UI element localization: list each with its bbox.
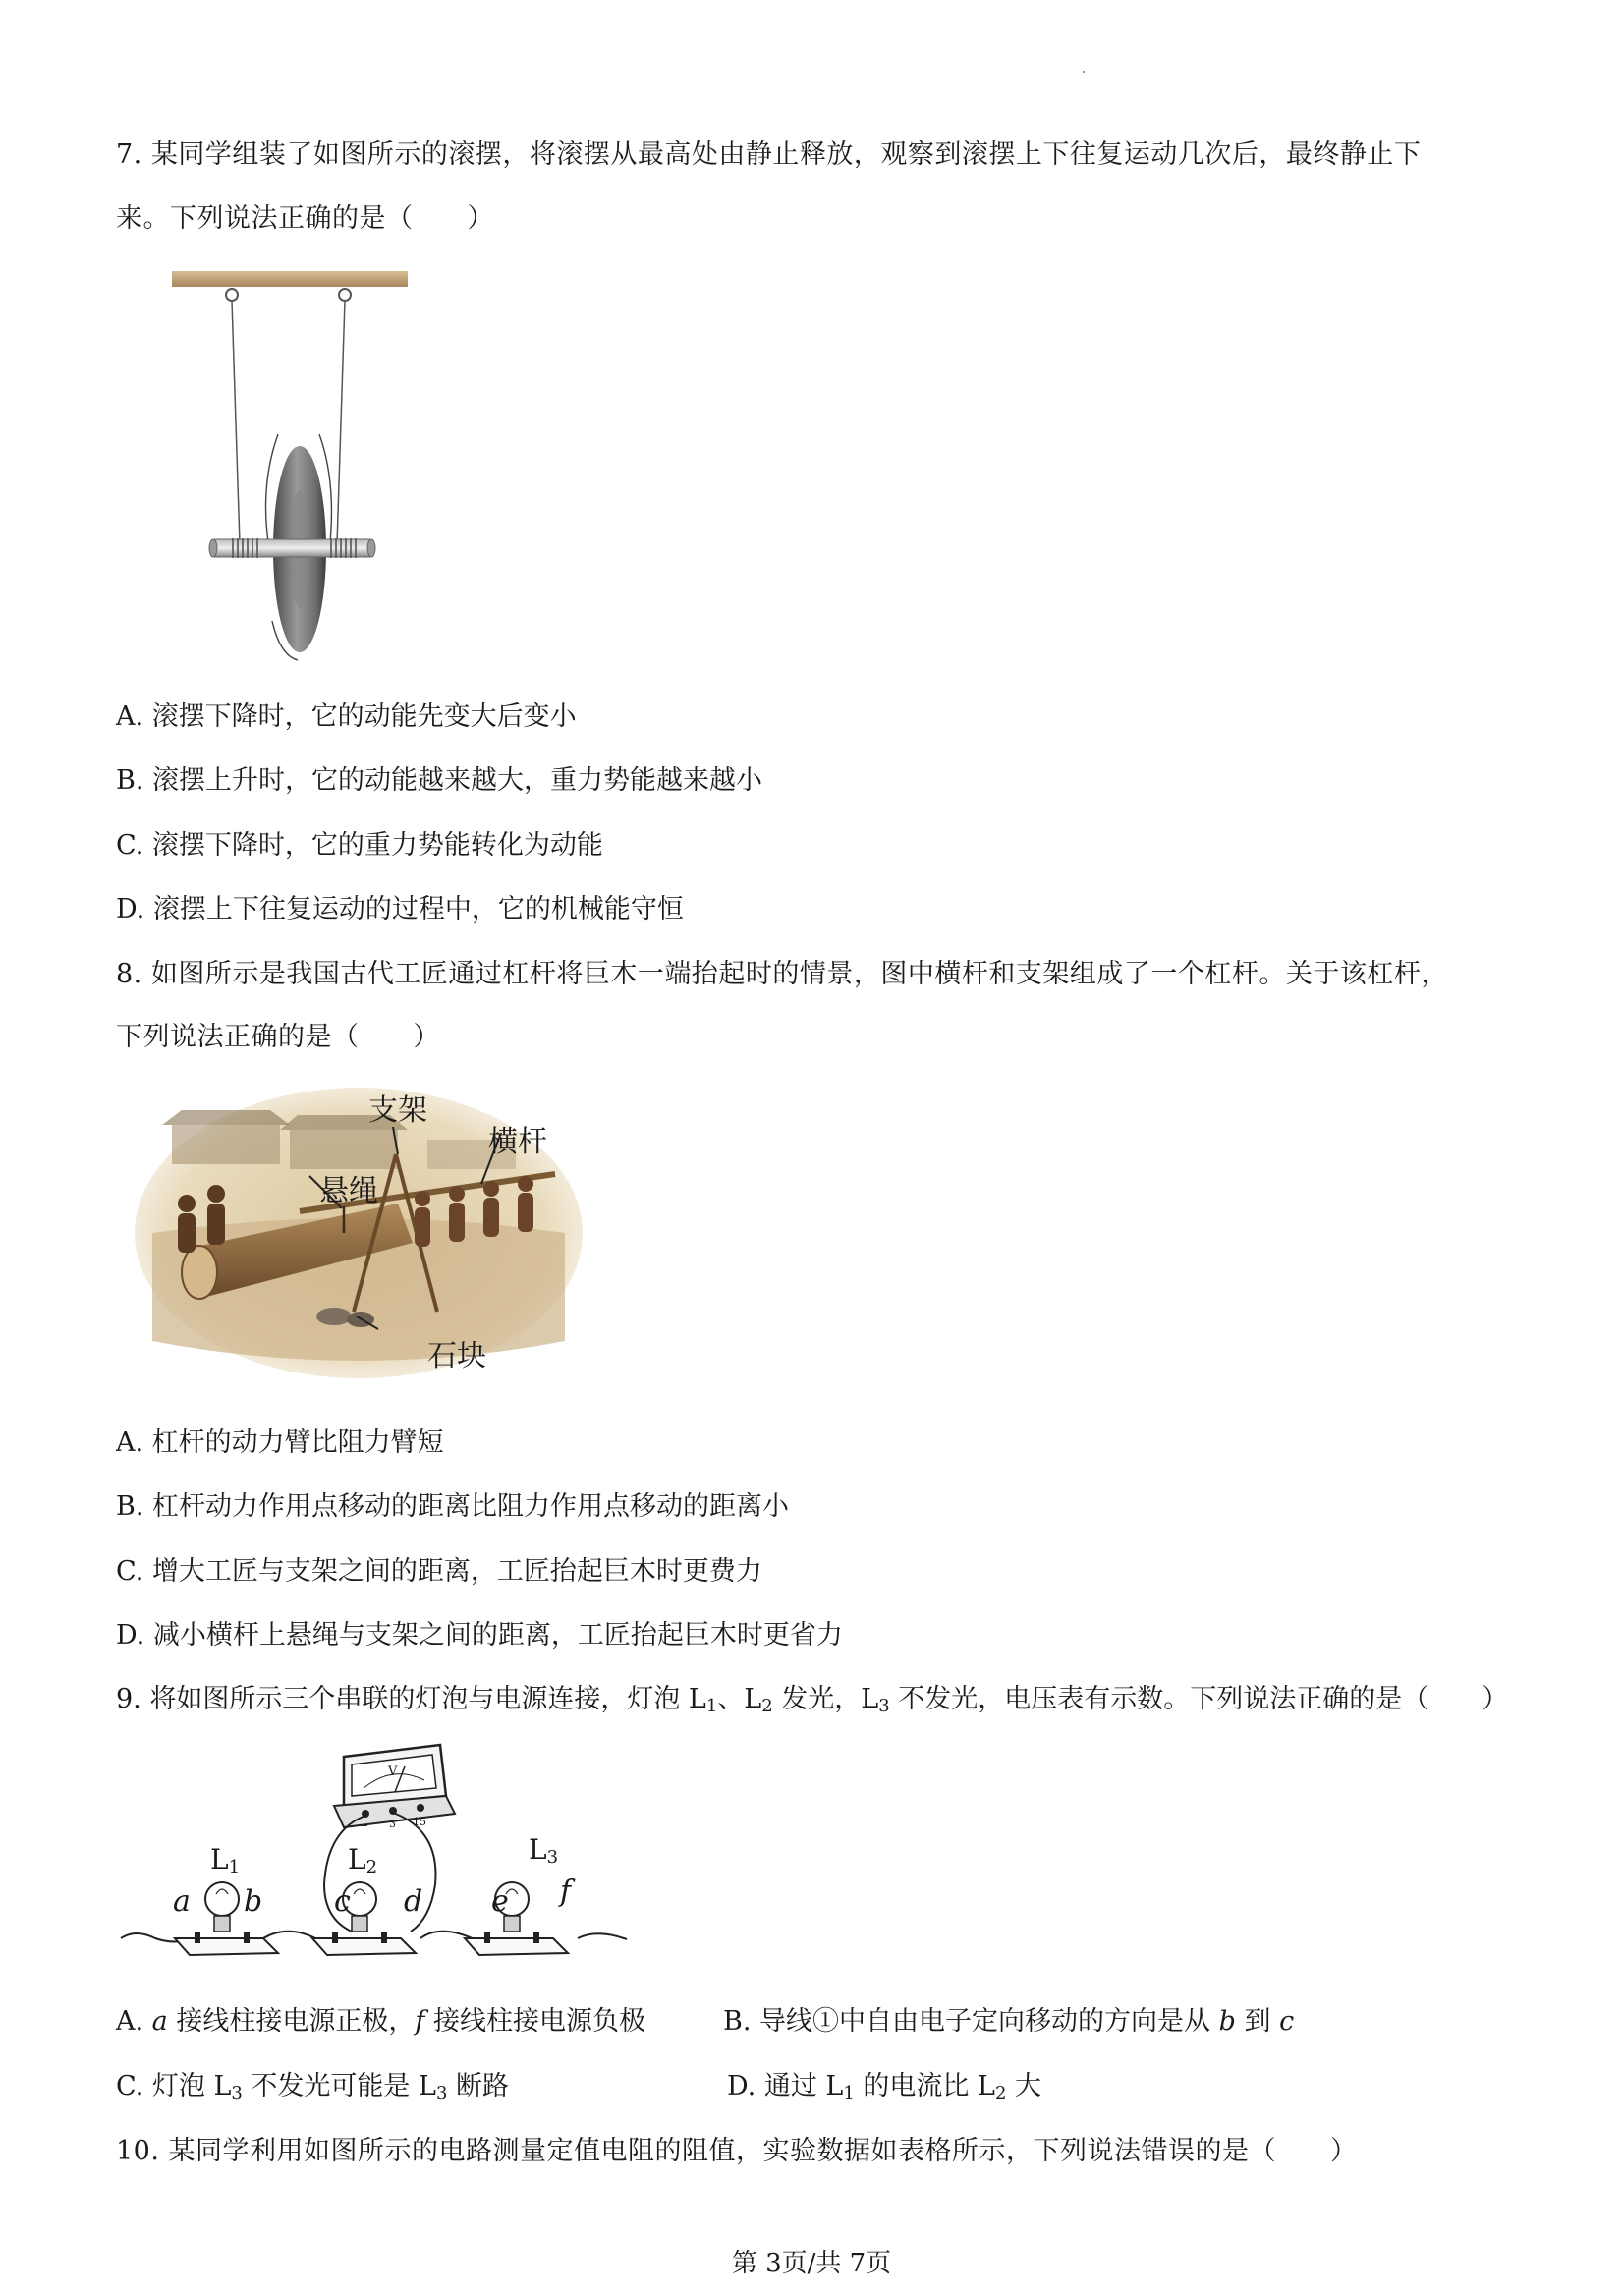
terminal-label-e: e — [491, 1884, 509, 1919]
q8-option-b: B. 杠杆动力作用点移动的距离比阻力作用点移动的距离小 — [116, 1491, 790, 1522]
q9-option-b: B. 导线①中自由电子定向移动的方向是从 b 到 c — [723, 2006, 1295, 2037]
series-circuit-figure — [116, 1737, 637, 1983]
q8-option-c: C. 增大工匠与支架之间的距离，工匠抬起巨木时更费力 — [116, 1556, 762, 1587]
q8-stem-line1: 8. 如图所示是我国古代工匠通过杠杆将巨木一端抬起时的情景，图中横杆和支架组成了一个杠杆。关于该杠杆， — [116, 959, 1448, 989]
voltmeter-symbol: V — [388, 1764, 398, 1779]
page-speck — [1083, 71, 1085, 73]
q8-option-a: A. 杠杆的动力臂比阻力臂短 — [116, 1428, 444, 1458]
terminal-label-a: a — [173, 1884, 191, 1919]
q7-option-b: B. 滚摆上升时，它的动能越来越大，重力势能越来越小 — [116, 765, 763, 796]
maxwell-pendulum-figure — [162, 267, 418, 680]
voltmeter-terminal-minus: − — [360, 1820, 369, 1832]
q7-stem-line2: 来。下列说法正确的是（ ） — [116, 203, 494, 234]
q7-option-a: A. 滚摆下降时，它的动能先变大后变小 — [116, 701, 577, 732]
q8-stem-line2: 下列说法正确的是（ ） — [116, 1022, 440, 1052]
q7-option-d: D. 滚摆上下往复运动的过程中，它的机械能守恒 — [116, 894, 684, 924]
label-support: 支架 — [368, 1093, 427, 1128]
bulb-label-l3: $L_3$ — [529, 1833, 559, 1868]
voltmeter-terminal-15: 15 — [413, 1816, 426, 1828]
terminal-label-d: d — [404, 1884, 423, 1919]
terminal-label-c: c — [334, 1884, 351, 1919]
q7-stem-line1: 7. 某同学组装了如图所示的滚摆，将滚摆从最高处由静止释放，观察到滚摆上下往复运动几次后，最终静止下 — [116, 140, 1422, 170]
q9-option-c: C. 灯泡 $L_3$ 不发光可能是 $L_3$ 断路 — [116, 2071, 509, 2103]
label-rope: 悬绳 — [319, 1174, 378, 1208]
label-crossbar: 横杆 — [488, 1125, 547, 1159]
voltmeter-terminal-3: 3 — [389, 1818, 396, 1830]
terminal-label-f: f — [560, 1875, 572, 1909]
lever-illustration — [133, 1086, 585, 1380]
q9-stem: 9. 将如图所示三个串联的灯泡与电源连接，灯泡 $L_1$、$L_2$ 发光，$L_3$ 不发光，电压表有示数。下列说法正确的是（ ） — [116, 1684, 1509, 1716]
q7-option-c: C. 滚摆下降时，它的重力势能转化为动能 — [116, 830, 603, 861]
q9-option-d: D. 通过 $L_1$ 的电流比 $L_2$ 大 — [727, 2071, 1041, 2103]
q10-stem: 10. 某同学利用如图所示的电路测量定值电阻的阻值，实验数据如表格所示，下列说法错误的是（ ） — [116, 2136, 1358, 2166]
q8-option-d: D. 减小横杆上悬绳与支架之间的距离，工匠抬起巨木时更省力 — [116, 1620, 843, 1651]
page-number: 第 3页/共 7页 — [731, 2249, 892, 2278]
q9-option-a: A. a 接线柱接电源正极，f 接线柱接电源负极 — [116, 2006, 645, 2037]
terminal-label-b: b — [244, 1884, 263, 1919]
label-stone: 石块 — [427, 1339, 486, 1373]
bulb-label-l1: $L_1$ — [210, 1843, 241, 1877]
bulb-label-l2: $L_2$ — [348, 1843, 378, 1877]
